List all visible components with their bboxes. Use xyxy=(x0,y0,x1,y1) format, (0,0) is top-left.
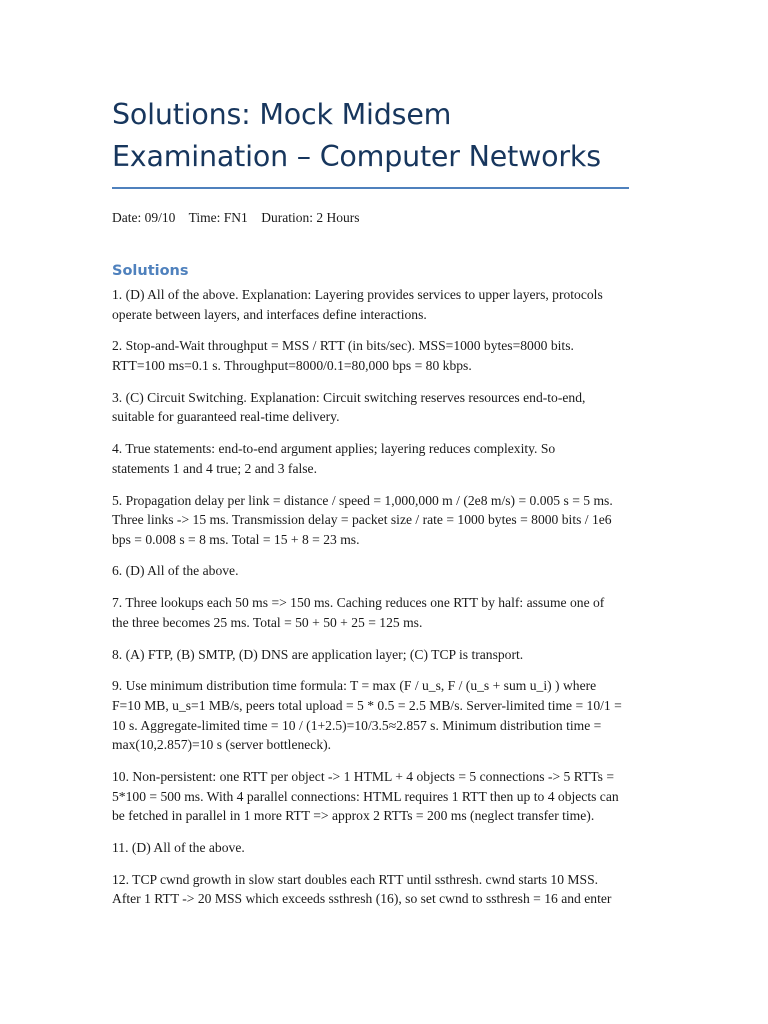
document-title: Solutions: Mock Midsem Examination – Computer Networks xyxy=(112,98,601,173)
solution-item-11: 11. (D) All of the above. xyxy=(112,839,245,855)
solutions-heading: Solutions xyxy=(112,263,189,279)
solutions-list xyxy=(112,285,632,909)
solution-item-3: 3. (C) Circuit Switching. Explanation: Circuit switching reserves resources end-to-end, suitable for guaranteed real-time delivery. xyxy=(112,389,586,425)
solution-item-4: 4. True statements: end-to-end argument applies; layering reduces complexity. So statements 1 and 4 true; 2 and 3 false. xyxy=(112,441,556,476)
exam-meta-line: Date: 09/10 Time: FN1 Duration: 2 Hours xyxy=(112,210,360,225)
solution-item-8: 8. (A) FTP, (B) SMTP, (D) DNS are application layer; (C) TCP is transport. xyxy=(112,646,524,662)
title-divider xyxy=(112,187,629,189)
solution-item-9: 9. Use minimum distribution time formula: T = max (F / u_s, F / (u_s + sum u_i) ) where F=10 MB, u_s=1 MB/s, peers total upload = 5 * 0.5 = 2.5 MB/s. Server-limited time = 10/1 = 10 s. Aggregate-limited time = 10 / (1+2.5)=10/3.5≈2.857 s. Minimum distribution time = max(10,2.857)=10 s (server bottleneck). xyxy=(112,678,622,753)
solution-item-12: 12. TCP cwnd growth in slow start doubles each RTT until ssthresh. cwnd starts 10 MSS. After 1 RTT -> 20 MSS which exceeds ssthresh (16), so set cwnd to ssthresh = 16 and enter xyxy=(112,871,612,907)
solution-item-2: 2. Stop-and-Wait throughput = MSS / RTT (in bits/sec). MSS=1000 bytes=8000 bits. RTT=100 ms=0.1 s. Throughput=8000/0.1=80,000 bps = 80 kbps. xyxy=(112,338,574,373)
solution-item-1: 1. (D) All of the above. Explanation: Layering provides services to upper layers, protocols operate between layers, and interfaces define interactions. xyxy=(112,287,603,322)
solution-item-10: 10. Non-persistent: one RTT per object -> 1 HTML + 4 objects = 5 connections -> 5 RTTs = 5*100 = 500 ms. With 4 parallel connections: HTML requires 1 RTT then up to 4 objects can be fetched in parallel in 1 more RTT => approx 2 RTTs = 200 ms (neglect transfer time). xyxy=(112,768,619,824)
solution-item-7: 7. Three lookups each 50 ms => 150 ms. Caching reduces one RTT by half: assume one of the three becomes 25 ms. Total = 50 + 50 + 25 = 125 ms. xyxy=(112,595,605,630)
solution-item-5: 5. Propagation delay per link = distance / speed = 1,000,000 m / (2e8 m/s) = 0.005 s = 5 ms. Three links -> 15 ms. Transmission delay = packet size / rate = 1000 bytes = 8000 bits / 1e6 bps = 0.008 s = 8 ms. Total = 15 + 8 = 23 ms. xyxy=(112,492,613,547)
document-page xyxy=(112,0,632,921)
solution-item-6: 6. (D) All of the above. xyxy=(112,563,239,579)
